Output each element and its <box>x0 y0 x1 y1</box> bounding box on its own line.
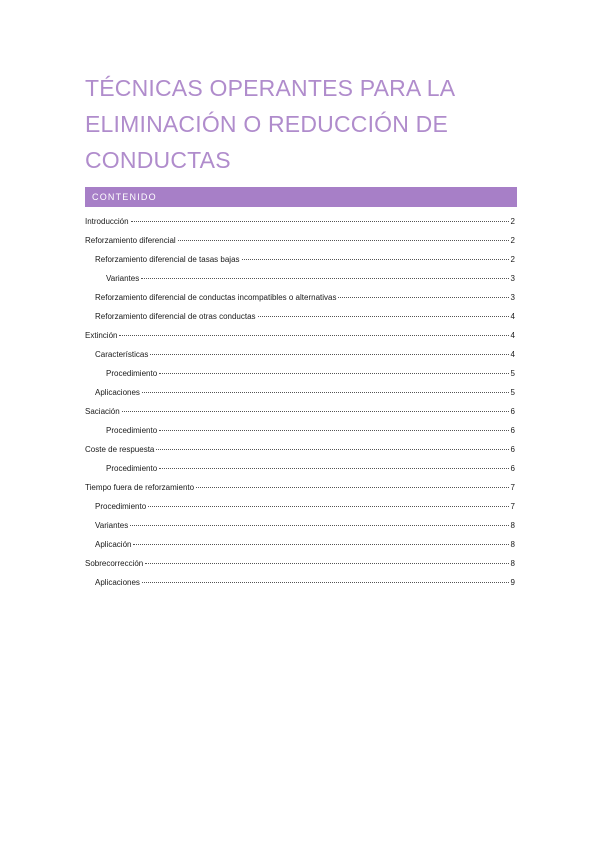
toc-dot-leader <box>119 335 508 336</box>
toc-entry[interactable] <box>85 269 515 288</box>
toc-entry-page-number: 2 <box>510 217 515 226</box>
toc-entry-label: Saciación <box>85 407 120 416</box>
toc-entry-label: Procedimiento <box>106 464 158 473</box>
toc-entry-label: Sobrecorrección <box>85 559 144 568</box>
toc-entry-label: Características <box>95 350 149 359</box>
toc-entry[interactable] <box>85 364 515 383</box>
toc-entry[interactable] <box>85 554 515 573</box>
toc-entry-page-number: 6 <box>510 464 515 473</box>
toc-entry-page-number: 3 <box>510 293 515 302</box>
toc-entry[interactable] <box>85 250 515 269</box>
toc-entry-label: Procedimiento <box>106 426 158 435</box>
toc-entry-page-number: 5 <box>510 388 515 397</box>
toc-entry[interactable] <box>85 535 515 554</box>
toc-entry[interactable] <box>85 307 515 326</box>
toc-dot-leader <box>338 297 508 298</box>
toc-entry-page-number: 8 <box>510 521 515 530</box>
toc-dot-leader <box>122 411 509 412</box>
toc-entry-label: Reforzamiento diferencial de conductas incompatibles o alternativas <box>95 293 337 302</box>
toc-entry-page-number: 4 <box>510 350 515 359</box>
toc-dot-leader <box>145 563 508 564</box>
toc-entry[interactable] <box>85 573 515 592</box>
toc-entry-page-number: 6 <box>510 445 515 454</box>
toc-entry-page-number: 4 <box>510 331 515 340</box>
toc-entry-page-number: 7 <box>510 502 515 511</box>
toc-entry-page-number: 8 <box>510 559 515 568</box>
toc-heading-bar <box>85 187 517 207</box>
toc-dot-leader <box>196 487 508 488</box>
toc-dot-leader <box>258 316 509 317</box>
toc-entry-page-number: 4 <box>510 312 515 321</box>
toc-entry-label: Reforzamiento diferencial <box>85 236 176 245</box>
toc-entry-page-number: 3 <box>510 274 515 283</box>
toc-heading: CONTENIDO <box>92 192 157 202</box>
toc-dot-leader <box>142 392 509 393</box>
toc-entry-label: Reforzamiento diferencial de otras conductas <box>95 312 256 321</box>
toc-entry-label: Procedimiento <box>95 502 147 511</box>
toc-entry-label: Procedimiento <box>106 369 158 378</box>
toc-entry-page-number: 2 <box>510 236 515 245</box>
toc-entry[interactable] <box>85 231 515 250</box>
toc-entry-label: Aplicaciones <box>95 578 140 587</box>
toc-entry-page-number: 5 <box>510 369 515 378</box>
toc-entry-page-number: 6 <box>510 407 515 416</box>
toc-entry-label: Introducción <box>85 217 129 226</box>
toc-dot-leader <box>141 278 508 279</box>
toc-entry-label: Reforzamiento diferencial de tasas bajas <box>95 255 240 264</box>
toc-entry-page-number: 6 <box>510 426 515 435</box>
toc-entry[interactable] <box>85 288 515 307</box>
toc-entry[interactable] <box>85 212 515 231</box>
toc-entry-label: Coste de respuesta <box>85 445 155 454</box>
toc-entry[interactable] <box>85 421 515 440</box>
toc-dot-leader <box>159 468 508 469</box>
toc-entry[interactable] <box>85 383 515 402</box>
toc-dot-leader <box>242 259 509 260</box>
toc-entry-page-number: 8 <box>510 540 515 549</box>
toc-entry-page-number: 9 <box>510 578 515 587</box>
toc-dot-leader <box>148 506 508 507</box>
toc-entry-label: Extinción <box>85 331 118 340</box>
toc-dot-leader <box>178 240 509 241</box>
toc-dot-leader <box>150 354 508 355</box>
toc-entry-label: Tiempo fuera de reforzamiento <box>85 483 195 492</box>
toc-dot-leader <box>131 221 509 222</box>
toc-dot-leader <box>156 449 508 450</box>
toc-entry[interactable] <box>85 402 515 421</box>
toc-entry[interactable] <box>85 497 515 516</box>
toc-dot-leader <box>130 525 508 526</box>
toc-entry[interactable] <box>85 516 515 535</box>
toc-entry-page-number: 7 <box>510 483 515 492</box>
toc-entry[interactable] <box>85 478 515 497</box>
toc-dot-leader <box>133 544 508 545</box>
toc-entry-label: Aplicación <box>95 540 132 549</box>
toc-dot-leader <box>142 582 509 583</box>
toc-entry-label: Variantes <box>95 521 129 530</box>
document-title: TÉCNICAS OPERANTES PARA LA ELIMINACIÓN O REDUCCIÓN DE CONDUCTAS <box>85 75 455 173</box>
toc-entry-page-number: 2 <box>510 255 515 264</box>
toc-dot-leader <box>159 430 508 431</box>
table-of-contents <box>85 212 515 592</box>
toc-entry[interactable] <box>85 345 515 364</box>
toc-entry-label: Variantes <box>106 274 140 283</box>
toc-entry[interactable] <box>85 440 515 459</box>
toc-entry[interactable] <box>85 326 515 345</box>
toc-entry[interactable] <box>85 459 515 478</box>
toc-entry-label: Aplicaciones <box>95 388 140 397</box>
toc-dot-leader <box>159 373 508 374</box>
